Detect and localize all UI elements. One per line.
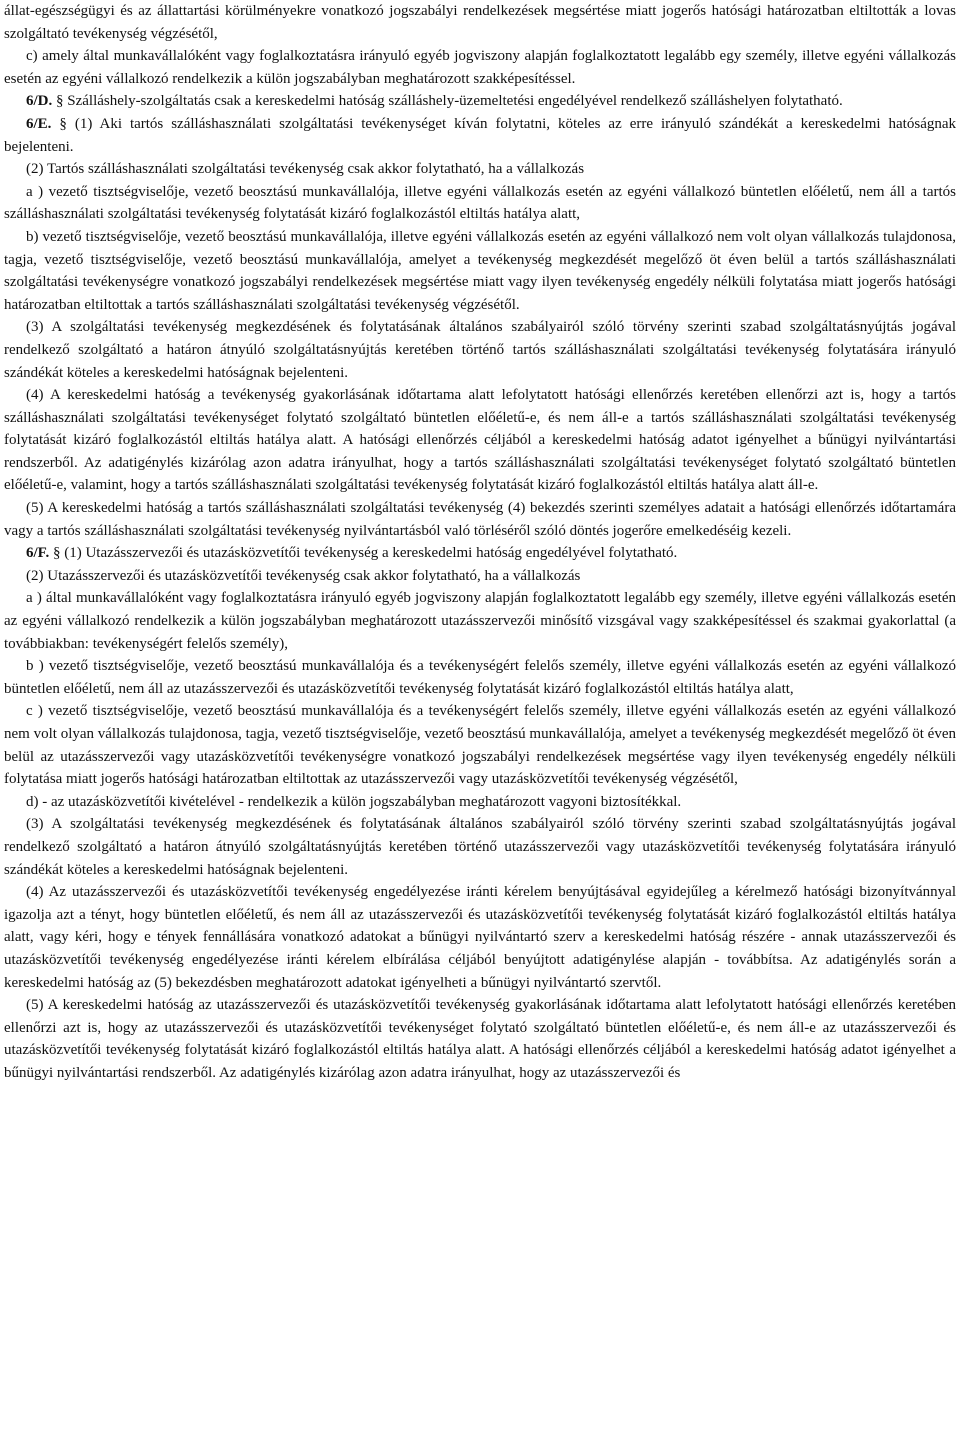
paragraph-16: d) - az utazásközvetítői kivételével - rendelkezik a külön jogszabályban meghatározott vagyoni biztosítékkal. [26,793,682,810]
section-number: 6/E. [26,115,52,132]
section-text: § (1) Aki tartós szálláshasználati szolgáltatási tevékenységet kíván folytatni, köteles az erre irányuló szándékát a kereskedelmi hatóságnak bejelenteni. [4,115,957,155]
section-6f [4,542,956,565]
paragraph-13: a ) által munkavállalóként vagy foglalkoztatásra irányuló egyéb jogviszony alapján foglalkoztatott legalább egy személy, illetve egyéni vállalkozás esetén az egyéni vállalkozó rendelkezik a külön jogszabályban meghatározott utazásszervezői minősítő vizsgával vagy szakképesítéssel és szakmai gyakorlattal (a továbbiakban: tevékenységért felelős személy), [4,590,956,652]
section-6d [4,90,956,113]
paragraph-17: (3) A szolgáltatási tevékenység megkezdésének és folytatásának általános szabályairól szóló törvény szerinti szabad szolgáltatásnyújtás jogával rendelkező szolgáltató a határon átnyúló szolgáltatásnyújtás keretében történő utazásszervezői vagy utazásközvetítői tevékenység folytatására irányuló szándékát köteles a kereskedelmi hatóságnak bejelenteni. [4,816,956,878]
paragraph-5: (2) Tartós szálláshasználati szolgáltatási tevékenység csak akkor folytatható, ha a vállalkozás [26,161,585,178]
paragraph-7: b) vezető tisztségviselője, vezető beosztású munkavállalója, illetve egyéni vállalkozás esetén az egyéni vállalkozó nem volt olyan vállalkozás tulajdonosa, tagja, vezető tisztségviselője, vezető beosztású munkavállalója, amelyet a tevékenység megkezdését megelőző öt éven belül a tartós szálláshasználati szolgáltatási tevékenységre vonatkozó jogszabályi rendelkezések megsértése miatt vagy ilyen tevékenység engedély nélküli folytatása miatt jogerős hatósági határozatban eltiltottak a tartós szálláshasználati szolgáltatási tevékenység végzésétől. [4,228,956,313]
paragraph-18: (4) Az utazásszervezői és utazásközvetítői tevékenység engedélyezése iránti kérelem benyújtásával egyidejűleg a kérelmező hatósági bizonyítvánnyal igazolja azt a tényt, hogy büntetlen előéletű, és nem áll az utazásszervezői és utazásközvetítői tevékenység folytatását kizáró foglalkozástól eltiltás hatálya alatt, vagy kéri, hogy e tények fennállására vonatkozó adatokat a bűnügyi nyilvántartó szerv a kereskedelmi hatóság részére - annak utazásszervezői és utazásközvetítői tevékenység engedélyezése iránti kérelem elbírálása céljából benyújtott adatigénylése alapján - továbbítsa. Az adatigénylés során a kereskedelmi hatóság az (5) bekezdésben meghatározott adatokat igényelheti a bűnügyi nyilvántartó szervtől. [4,884,956,991]
paragraph-6: a ) vezető tisztségviselője, vezető beosztású munkavállalója, illetve egyéni vállalkozás esetén az egyéni vállalkozó büntetlen előéletű, nem áll a tartós szálláshasználati szolgáltatási tevékenység folytatását kizáró foglalkozástól eltiltás hatálya alatt, [4,183,956,223]
section-text: § (1) Utazásszervezői és utazásközvetítői tevékenység a kereskedelmi hatóság engedélyével folytatható. [52,545,678,562]
section-6e [4,113,956,158]
paragraph-12: (2) Utazásszervezői és utazásközvetítői tevékenység csak akkor folytatható, ha a vállalkozás [26,567,581,584]
paragraph-2: c) amely által munkavállalóként vagy foglalkoztatásra irányuló egyéb jogviszony alapján foglalkoztatott legalább egy személy, illetve egyéni vállalkozás esetén az egyéni vállalkozó rendelkezik a külön jogszabályban meghatározott szakképesítéssel. [4,48,956,87]
section-text: § Szálláshely-szolgáltatás csak a kereskedelmi hatóság szálláshely-üzemeltetési engedélyével rendelkező szálláshelyen folytatható. [56,93,843,110]
section-number: 6/F. [26,545,50,562]
section-number: 6/D. [26,93,53,110]
paragraph-9: (4) A kereskedelmi hatóság a tevékenység gyakorlásának időtartama alatt lefolytatott hatósági ellenőrzés keretében ellenőrzi azt is, hogy a tartós szálláshasználati szolgáltatási tevékenységet folytató szolgáltató büntetlen előéletű-e, és nem áll-e a tartós szálláshasználati szolgáltatási tevékenység folytatását kizáró foglalkozástól eltiltás hatálya alatt. A hatósági ellenőrzés céljából a kereskedelmi hatóság adatot igényelhet a bűnügyi nyilvántartási rendszerből. Az adatigénylés kizárólag azon adatra irányulhat, hogy a tartós szálláshasználati szolgáltatási tevékenységet folytató szolgáltató büntetlen előéletű-e, valamint, hogy a tartós szálláshasználati szolgáltatási tevékenység folytatását kizáró foglalkozástól eltiltás hatálya alatt áll-e. [4,387,956,494]
paragraph-8: (3) A szolgáltatási tevékenység megkezdésének és folytatásának általános szabályairól szóló törvény szerinti szabad szolgáltatásnyújtás jogával rendelkező szolgáltató a határon átnyúló szolgáltatásnyújtás keretében történő tartós szálláshasználati szolgáltatási tevékenység folytatására irányuló szándékát köteles a kereskedelmi hatóságnak bejelenteni. [4,319,956,381]
paragraph-1: állat-egészségügyi és az állattartási körülményekre vonatkozó jogszabályi rendelkezések megsértése miatt jogerős hatósági határozatban eltiltották a lovas szolgáltató tevékenység végzésétől, [4,3,956,42]
paragraph-19: (5) A kereskedelmi hatóság az utazásszervezői és utazásközvetítői tevékenység gyakorlásának időtartama alatt lefolytatott hatósági ellenőrzés keretében ellenőrzi azt is, hogy az utazásszervezői és utazásközvetítői tevékenységet folytató szolgáltató büntetlen előéletű-e, és nem áll-e az utazásszervezői és utazásközvetítői tevékenység folytatását kizáró foglalkozástól eltiltás hatálya alatt. A hatósági ellenőrzés céljából a kereskedelmi hatóság adatot igényelhet a bűnügyi nyilvántartási rendszerből. Az adatigénylés kizárólag azon adatra irányulhat, hogy az utazásszervezői és [4,997,956,1081]
paragraph-14: b ) vezető tisztségviselője, vezető beosztású munkavállalója és a tevékenységért felelős személy, illetve egyéni vállalkozás esetén az egyéni vállalkozó büntetlen előéletű, nem áll az utazásszervezői és utazásközvetítői tevékenység folytatását kizáró foglalkozástól eltiltás hatálya alatt, [4,658,956,697]
paragraph-10: (5) A kereskedelmi hatóság a tartós szálláshasználati szolgáltatási tevékenység (4) bekezdés szerinti személyes adatait a hatósági ellenőrzés időtartamára vagy a tartós szálláshasználati szolgáltatási tevékenység nyilvántartásból való törléséről szóló döntés jogerőre emelkedéséig kezeli. [4,500,956,539]
paragraph-15: c ) vezető tisztségviselője, vezető beosztású munkavállalója és a tevékenységért felelős személy, illetve egyéni vállalkozás esetén az egyéni vállalkozó nem volt olyan vállalkozás tulajdonosa, tagja, vezető tisztségviselője, vezető beosztású munkavállalója, amelyet a tevékenység megkezdését megelőző öt éven belül az utazásszervezői vagy utazásközvetítői tevékenységre vonatkozó jogszabályi rendelkezések megsértése vagy ilyen tevékenység engedély nélküli folytatása miatt jogerős hatósági határozatban eltiltottak az utazásszervezői vagy utazásközvetítői tevékenység végzésétől, [4,703,956,788]
